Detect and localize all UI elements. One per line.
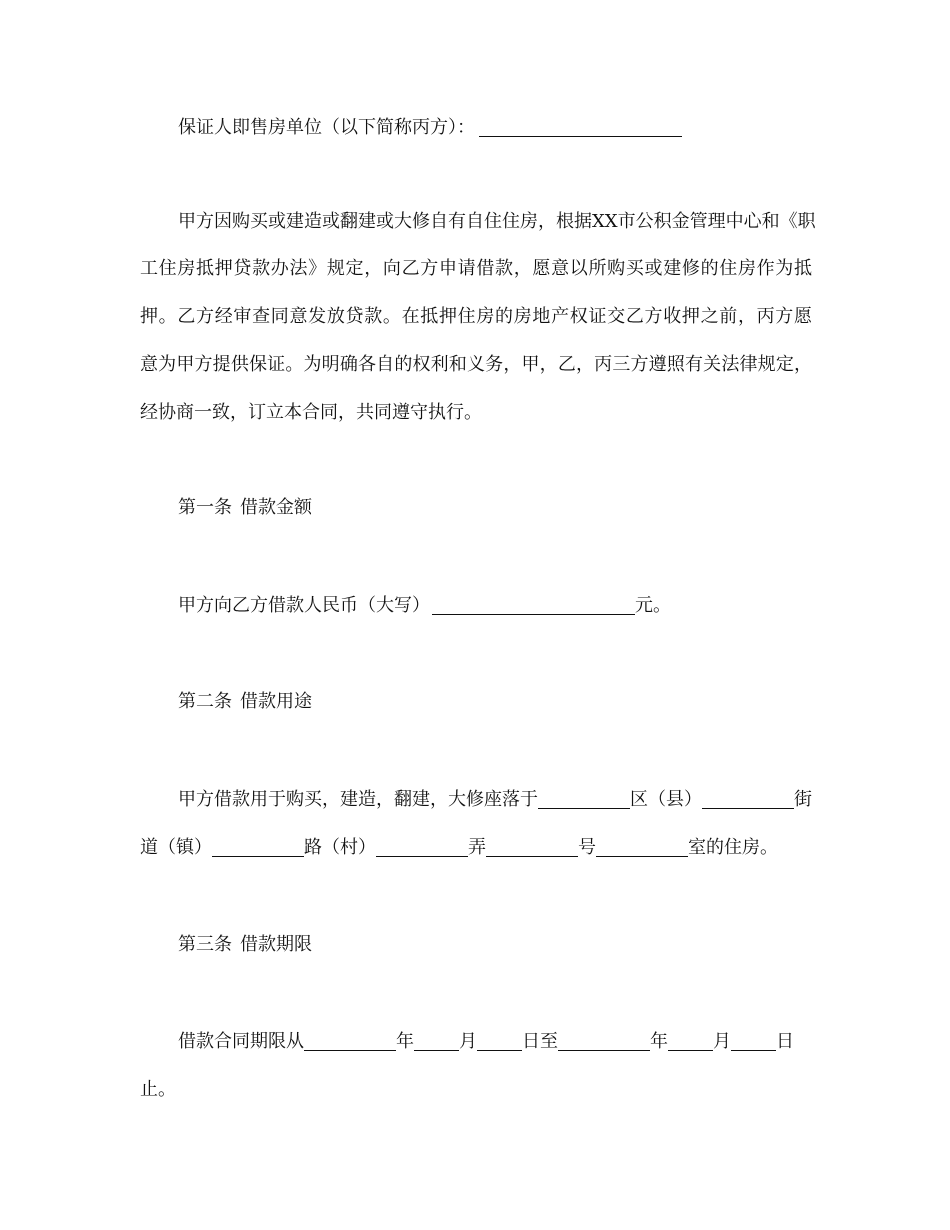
start-day-label: 日至 [522, 1031, 558, 1052]
loan-amount-blank[interactable] [432, 594, 635, 615]
article3-title: 借款期限 [240, 934, 312, 955]
end-year-label: 年 [650, 1031, 668, 1052]
lane-label: 弄 [468, 837, 486, 858]
article2-line-1 [178, 787, 812, 813]
article2-heading [178, 689, 812, 715]
start-year-blank[interactable] [304, 1030, 396, 1051]
article3-number: 第三条 [178, 934, 232, 955]
article2-number: 第二条 [178, 691, 232, 712]
district-blank[interactable] [702, 788, 794, 809]
start-year-label: 年 [396, 1031, 414, 1052]
end-month-blank[interactable] [668, 1030, 713, 1051]
article2-prefix: 甲方借款用于购买，建造，翻建，大修座落于 [178, 789, 538, 810]
end-year-blank[interactable] [558, 1030, 650, 1051]
term-prefix: 借款合同期限从 [178, 1031, 304, 1052]
article3-body [178, 1029, 812, 1055]
preamble-line-3: 押。乙方经审查同意发放贷款。在抵押住房的房地产权证交乙方收押之前，丙方愿 [140, 306, 812, 327]
road-label: 路（村） [304, 837, 376, 858]
article1-text-after: 元。 [635, 595, 671, 616]
number-label: 号 [578, 837, 596, 858]
district-label: 区（县） [630, 789, 702, 810]
article1-number: 第一条 [178, 497, 232, 518]
location-blank-1[interactable] [538, 788, 630, 809]
street-blank[interactable] [212, 836, 304, 857]
article3-heading [178, 932, 812, 958]
article2-title: 借款用途 [240, 691, 312, 712]
number-blank[interactable] [596, 836, 688, 857]
start-month-label: 月 [459, 1031, 477, 1052]
preamble-line-4: 意为甲方提供保证。为明确各自的权利和义务，甲，乙，丙三方遵照有关法律规定， [140, 354, 812, 375]
end-day-label: 日 [776, 1031, 794, 1052]
guarantor-label: 保证人即售房单位（以下简称丙方）： [178, 117, 475, 138]
guarantor-line [178, 115, 812, 141]
street-label: 街 [794, 789, 812, 810]
preamble-line-2: 工住房抵押贷款办法》规定，向乙方申请借款，愿意以所购买或建修的住房作为抵 [140, 258, 812, 279]
article1-title: 借款金额 [240, 497, 312, 518]
end-day-blank[interactable] [731, 1030, 776, 1051]
start-month-blank[interactable] [414, 1030, 459, 1051]
article1-text-before: 甲方向乙方借款人民币（大写） [178, 595, 430, 616]
start-day-blank[interactable] [477, 1030, 522, 1051]
road-blank[interactable] [376, 836, 468, 857]
preamble-line-1: 甲方因购买或建造或翻建或大修自有自住住房，根据XX市公积金管理中心和《职 [178, 211, 816, 232]
article1-body [178, 593, 812, 619]
lane-blank[interactable] [486, 836, 578, 857]
road-prefix: 道（镇） [140, 837, 212, 858]
preamble-line-5: 经协商一致，订立本合同，共同遵守执行。 [140, 402, 482, 423]
article3-ending: 止。 [140, 1079, 176, 1100]
room-label: 室的住房。 [688, 837, 778, 858]
end-month-label: 月 [713, 1031, 731, 1052]
article2-line-2 [140, 835, 812, 861]
article1-heading [178, 495, 812, 521]
guarantor-blank[interactable] [479, 116, 682, 137]
